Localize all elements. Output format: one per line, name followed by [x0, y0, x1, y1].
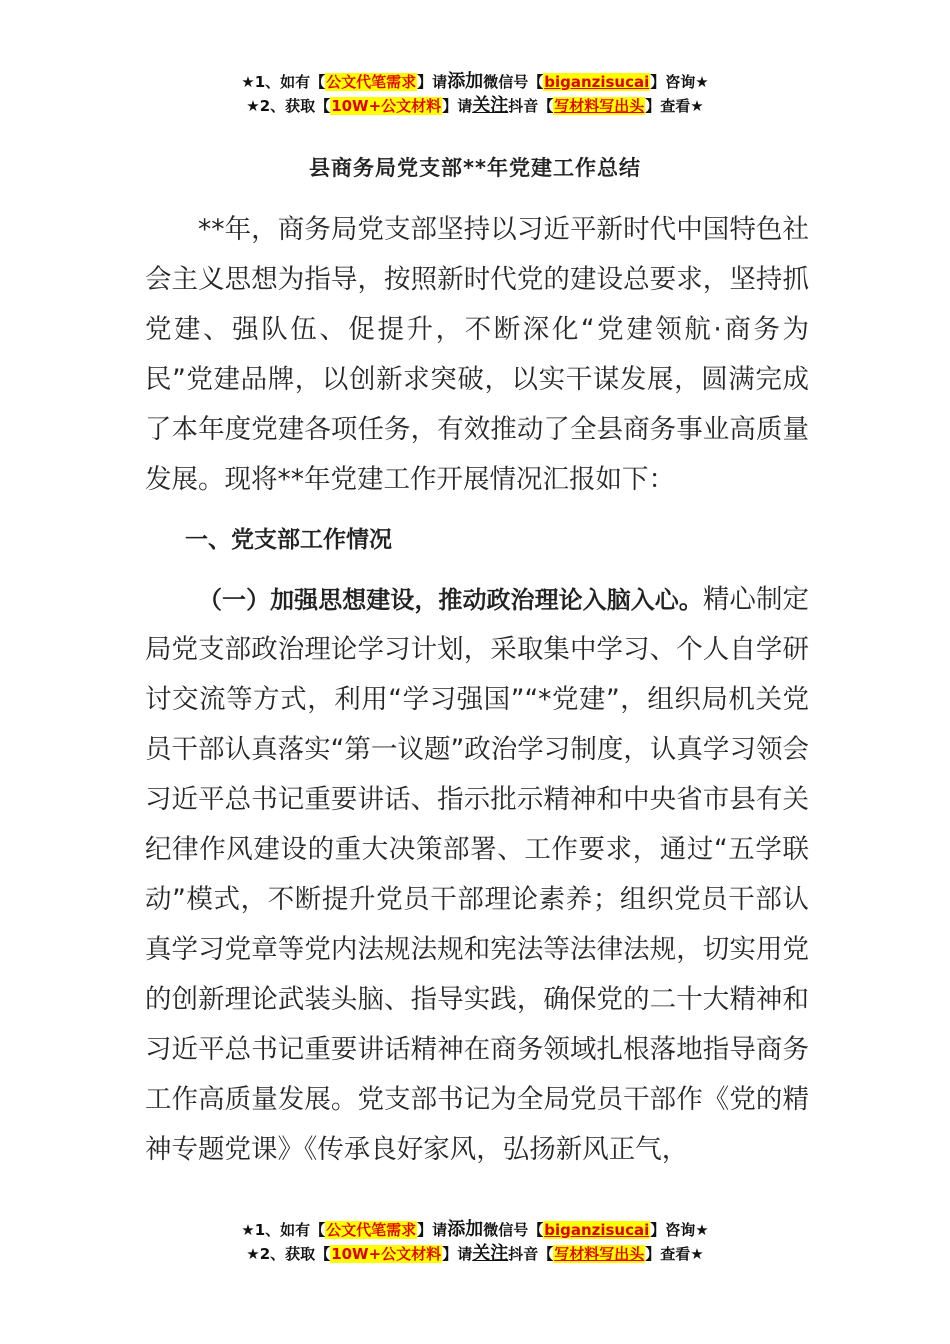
promo-line-1: [0, 1218, 950, 1242]
promo-highlight: 公文代笔需求: [326, 1221, 417, 1239]
section-heading: 一、党支部工作情况: [185, 527, 392, 553]
promo-line-2: [0, 94, 950, 118]
promo-text: 】请: [442, 97, 473, 115]
promo-text: 】请: [417, 1221, 448, 1239]
promo-text: 微信号【: [483, 73, 544, 91]
promo-banner-bottom: [0, 1218, 950, 1266]
promo-wechat-id: biganzisucai: [544, 1221, 650, 1239]
promo-emphasis: 关注: [472, 1243, 509, 1264]
promo-text: 抖音【: [508, 1245, 554, 1263]
promo-emphasis: 添加: [447, 1219, 484, 1240]
paragraph-lead: （一）加强思想建设，推动政治理论入脑入心。: [198, 586, 703, 614]
promo-highlight: 10W+公文材料: [331, 97, 442, 115]
promo-text: ★2、获取【: [246, 1245, 331, 1263]
promo-text: 】查看★: [645, 97, 704, 115]
promo-banner-top: [0, 70, 950, 118]
promo-text: ★1、如有【: [241, 73, 326, 91]
promo-text: 】咨询★: [650, 73, 709, 91]
promo-text: 】查看★: [645, 1245, 704, 1263]
promo-douyin-id: 写材料写出头: [554, 97, 645, 115]
promo-text: ★2、获取【: [246, 97, 331, 115]
promo-emphasis: 关注: [472, 95, 509, 116]
promo-highlight: 10W+公文材料: [331, 1245, 442, 1263]
promo-line-2: [0, 1242, 950, 1266]
promo-line-1: [0, 70, 950, 94]
document-title: 县商务局党支部**年党建工作总结: [309, 156, 641, 180]
promo-wechat-id: biganzisucai: [544, 73, 650, 91]
promo-text: ★1、如有【: [241, 1221, 326, 1239]
intro-paragraph: **年，商务局党支部坚持以习近平新时代中国特色社会主义思想为指导，按照新时代党的建设总要求，坚持抓党建、强队伍、促提升，不断深化“党建领航·商务为民”党建品牌，以创新求突破，以实干谋发展，圆满完成了本年度党建各项任务，有效推动了全县商务事业高质量发展。现将**年党建工作开展情况汇报如下：: [145, 214, 809, 495]
promo-highlight: 公文代笔需求: [326, 73, 417, 91]
promo-text: 微信号【: [483, 1221, 544, 1239]
body-paragraph: [145, 575, 809, 1175]
promo-text: 】请: [442, 1245, 473, 1263]
promo-text: 】咨询★: [650, 1221, 709, 1239]
promo-text: 】请: [417, 73, 448, 91]
promo-text: 抖音【: [508, 97, 554, 115]
paragraph-text: 精心制定局党支部政治理论学习计划，采取集中学习、个人自学研讨交流等方式，利用“学习强国”“*党建”，组织局机关党员干部认真落实“第一议题”政治学习制度，认真学习领会习近平总书记重要讲话、指示批示精神和中央省市县有关纪律作风建设的重大决策部署、工作要求，通过“五学联动”模式，不断提升党员干部理论素养；组织党员干部认真学习党章等党内法规法规和宪法等法律法规，切实用党的创新理论武装头脑、指导实践，确保党的二十大精神和习近平总书记重要讲话精神在商务领域扎根落地指导商务工作高质量发展。党支部书记为全局党员干部作《党的精神专题党课》《传承良好家风，弘扬新风正气，: [145, 584, 810, 1165]
promo-emphasis: 添加: [447, 71, 484, 92]
document-body: [145, 205, 809, 1175]
promo-douyin-id: 写材料写出头: [554, 1245, 645, 1263]
